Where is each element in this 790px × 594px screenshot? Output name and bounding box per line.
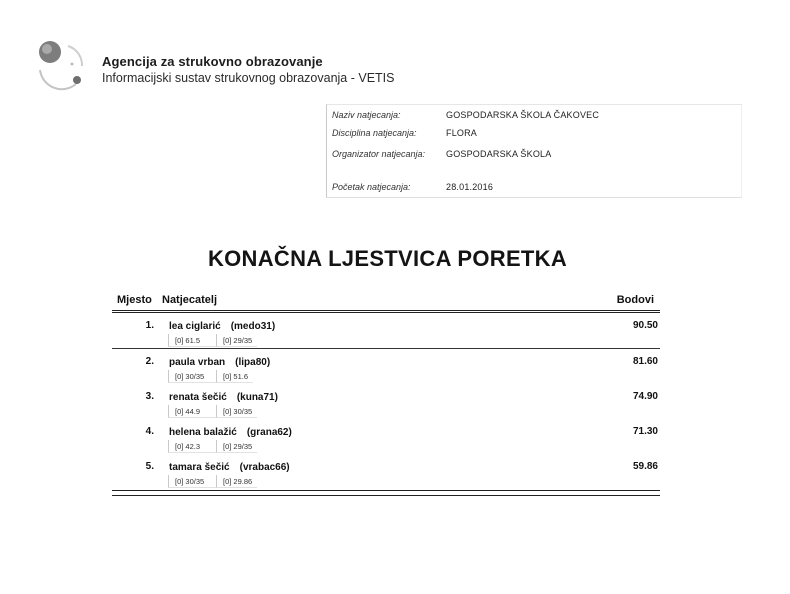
score-cell: [0] 44.9: [168, 405, 216, 418]
contestant-username: (lipa80): [235, 357, 271, 368]
score-cell: [0] 30/35: [168, 475, 216, 488]
row-points: 59.86: [632, 461, 658, 472]
row-points: 81.60: [632, 356, 658, 367]
row-contestant: [169, 357, 270, 368]
score-cell: [0] 42.3: [168, 440, 216, 453]
row-contestant: [169, 392, 278, 403]
table-row: [112, 349, 660, 384]
row-points: 71.30: [632, 426, 658, 437]
score-cell: [0] 51.6: [216, 370, 253, 383]
info-value: GOSPODARSKA ŠKOLA: [446, 149, 552, 159]
row-place: 2.: [145, 356, 154, 367]
table-header: [112, 290, 660, 310]
table-footer-divider: [112, 490, 660, 496]
row-contestant: [169, 427, 292, 438]
table-row: [112, 419, 660, 454]
contestant-username: (grana62): [246, 427, 292, 438]
info-value: 28.01.2016: [446, 182, 494, 192]
score-cell: [0] 29.86: [216, 475, 257, 488]
info-value: FLORA: [446, 128, 478, 138]
contestant-name: helena balažić: [169, 427, 237, 438]
row-place: 4.: [145, 426, 154, 437]
info-label: Organizator natjecanja:: [332, 149, 426, 159]
info-label: Naziv natjecanja:: [332, 110, 401, 120]
page-title: KONAČNA LJESTVICA PORETKA: [207, 246, 568, 271]
system-name: Informacijski sustav strukovnog obrazovanja - VETIS: [102, 71, 395, 85]
agency-name: Agencija za strukovno obrazovanje: [102, 54, 323, 69]
row-contestant: [169, 321, 275, 332]
row-scores: [168, 334, 257, 347]
contestant-name: tamara šečić: [169, 462, 230, 473]
row-points: 90.50: [632, 320, 658, 331]
agency-header: [102, 53, 394, 87]
row-scores: [168, 475, 257, 488]
info-label: Početak natjecanja:: [332, 182, 411, 192]
score-cell: [0] 30/35: [168, 370, 216, 383]
row-scores: [168, 405, 257, 418]
ranking-table: [112, 290, 660, 496]
score-cell: [0] 29/35: [216, 440, 257, 453]
row-place: 5.: [145, 461, 154, 472]
row-contestant: [169, 462, 290, 473]
row-scores: [168, 440, 257, 453]
row-scores: [168, 370, 253, 383]
contestant-username: (medo31): [230, 321, 276, 332]
contestant-name: lea ciglarić: [169, 321, 221, 332]
contestant-name: renata šečić: [169, 392, 227, 403]
score-cell: [0] 30/35: [216, 405, 257, 418]
column-header-place: Mjesto: [117, 294, 152, 306]
column-header-points: Bodovi: [616, 294, 654, 306]
contestant-username: (kuna71): [236, 392, 278, 403]
info-label: Disciplina natjecanja:: [332, 128, 417, 138]
row-points: 74.90: [632, 391, 658, 402]
row-place: 1.: [145, 320, 154, 331]
competition-info-box: [326, 104, 742, 198]
table-row: [112, 454, 660, 489]
info-value: GOSPODARSKA ŠKOLA ČAKOVEC: [446, 110, 600, 120]
table-row: [112, 384, 660, 419]
agency-logo: [32, 36, 88, 92]
column-header-contestant: Natjecatelj: [162, 294, 218, 306]
table-row: [112, 313, 660, 348]
contestant-username: (vrabac66): [239, 462, 290, 473]
contestant-name: paula vrban: [169, 357, 226, 368]
score-cell: [0] 61.5: [168, 334, 216, 347]
row-place: 3.: [145, 391, 154, 402]
score-cell: [0] 29/35: [216, 334, 257, 347]
